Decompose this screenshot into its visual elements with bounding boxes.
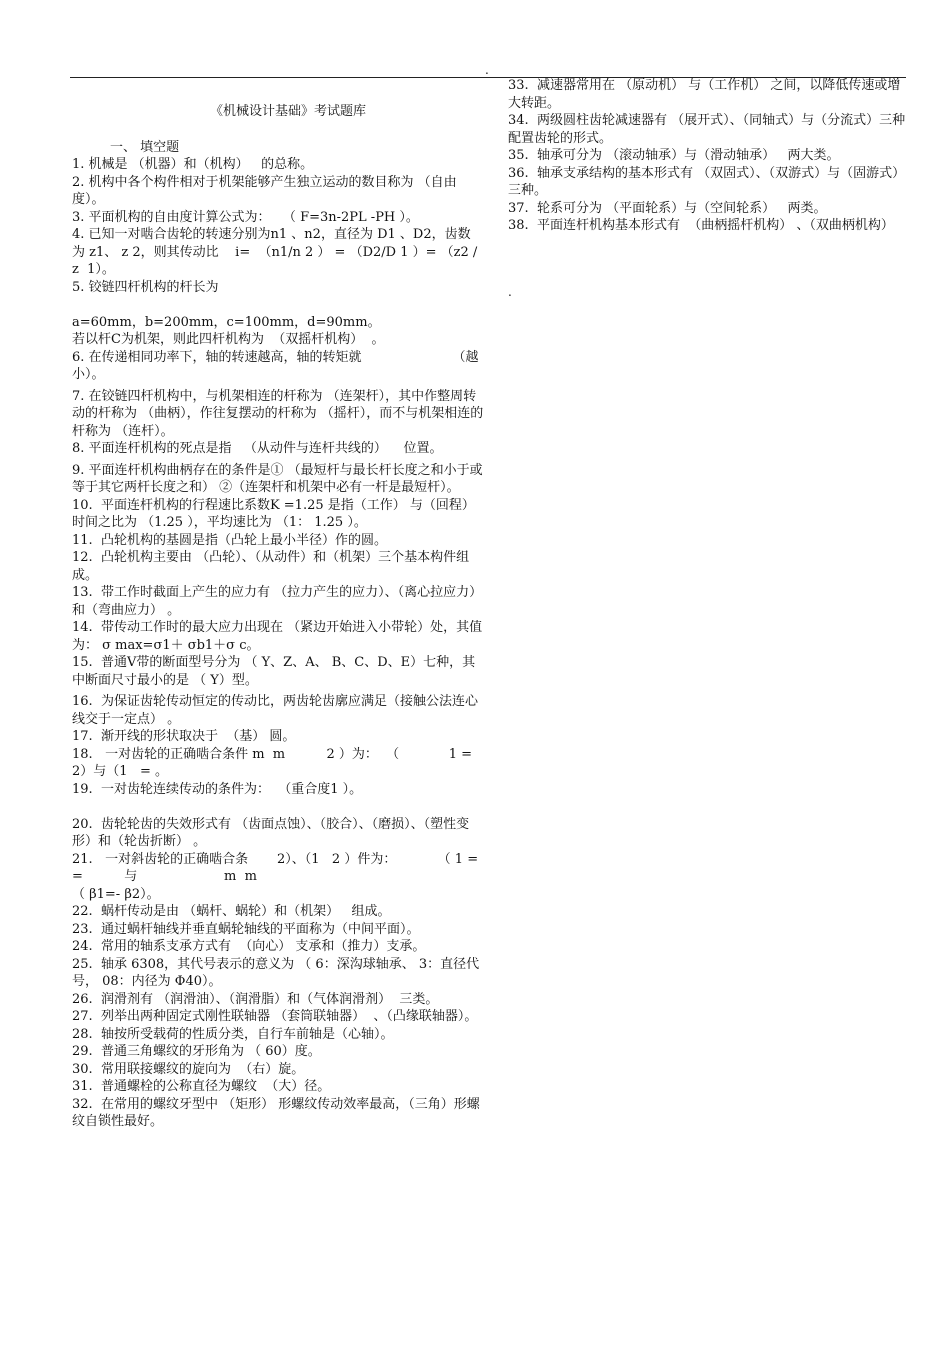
question-36: 36. 轴承支承结构的基本形式有 （双固式）、（双游式）与（固游式） 三种。 xyxy=(508,165,910,198)
question-13: 13. 带工作时截面上产生的应力有 （拉力产生的应力）、（离心拉应力）和（弯曲应力） 。 xyxy=(72,585,483,618)
page-title: 《机械设计基础》考试题库 xyxy=(209,104,366,119)
question-9: 9. 平面连杆机构曲柄存在的条件是① （最短杆与最长杆长度之和小于或等于其它两杆长度之和） ②（连架杆和机架中必有一杆是最短杆）。 xyxy=(72,462,483,495)
page-mark-top: . xyxy=(485,63,489,77)
question-34: 34. 两级圆柱齿轮减速器有 （展开式）、（同轴式）与（分流式）三种配置齿轮的形式。 xyxy=(508,113,906,146)
question-11: 11. 凸轮机构的基圆是指（凸轮上最小半径）作的圆。 xyxy=(72,532,387,548)
question-23: 23. 通过蜗杆轴线并垂直蜗轮轴线的平面称为（中间平面）。 xyxy=(72,921,420,937)
question-25: 25. 轴承 6308，其代号表示的意义为 （ 6：深沟球轴承、 3：直径代号， 08：内径为 Φ40）。 xyxy=(72,956,480,989)
question-30: 30. 常用联接螺纹的旋向为 （右）旋。 xyxy=(72,1061,305,1077)
question-24: 24. 常用的轴系支承方式有 （向心） 支承和（推力）支承。 xyxy=(72,939,426,954)
question-6: 6. 在传递相同功率下，轴的转速越高，轴的转矩就 （越小）。 xyxy=(72,349,479,382)
question-14: 14. 带传动工作时的最大应力出现在 （紧边开始进入小带轮）处，其值为： σ max=σ1＋ σb1＋σ c。 xyxy=(72,620,483,653)
left-column xyxy=(72,103,484,1131)
page-mark-right: . xyxy=(508,285,512,299)
question-15: 15. 普通V带的断面型号分为 （ Y、Z、A、 B、C、D、E）七种，其中断面尺寸最小的是 （ Y）型。 xyxy=(72,655,476,688)
question-2: 2. 机构中各个构件相对于机架能够产生独立运动的数目称为 （自由度）。 xyxy=(72,174,457,207)
question-5-cont: 若以杆C为机架，则此四杆机构为 （双摇杆机构） 。 xyxy=(72,332,385,347)
question-21: 21. 一对斜齿轮的正确啮合条 2）、（1 2 ）件为： （ 1 = = 与 m m xyxy=(72,851,483,884)
question-18: 18. 一对齿轮的正确啮合条件 m m 2 ）为： （ 1 = 2）与（1 = 。 xyxy=(72,746,477,779)
question-29: 29. 普通三角螺纹的牙形角为 （ 60）度。 xyxy=(72,1044,321,1059)
question-27: 27. 列举出两种固定式刚性联轴器 （套筒联轴器） 、（凸缘联轴器）。 xyxy=(72,1009,478,1024)
question-4-cont: 为 z1、 z 2，则其传动比 i= （n1/n 2 ） = （D2/D 1 ）= （z2 / z 1）。 xyxy=(72,244,482,277)
question-16: 16. 为保证齿轮传动恒定的传动比，两齿轮齿廓应满足（接触公法连心线交于一定点） 。 xyxy=(72,694,478,727)
question-37: 37. 轮系可分为 （平面轮系）与（空间轮系） 两类。 xyxy=(508,200,827,216)
question-5-values: a=60mm，b=200mm，c=100mm，d=90mm。 xyxy=(72,314,381,330)
question-3: 3. 平面机构的自由度计算公式为： （ F=3n-2PL -PH ）。 xyxy=(72,209,419,225)
question-38: 38. 平面连杆机构基本形式有 （曲柄摇杆机构） 、（双曲柄机构） xyxy=(508,218,894,233)
question-31: 31. 普通螺栓的公称直径为螺纹 （大）径。 xyxy=(72,1079,331,1094)
question-5: 5. 铰链四杆机构的杆长为 xyxy=(72,279,219,295)
question-7: 7. 在铰链四杆机构中，与机架相连的杆称为 （连架杆），其中作整周转动的杆称为 （曲柄），作往复摆动的杆称为 （摇杆），而不与机架相连的杆称为 （连杆）。 xyxy=(72,388,484,439)
question-1: 1. 机械是 （机器）和（机构） 的总称。 xyxy=(72,157,314,172)
question-33: 33. 减速器常用在 （原动机） 与（工作机） 之间，以降低传速或增大转距。 xyxy=(508,78,901,111)
right-column xyxy=(508,77,910,235)
question-20: 20. 齿轮轮齿的失效形式有 （齿面点蚀）、（胶合）、（磨损）、（塑性变形）和（轮齿折断） 。 xyxy=(72,816,470,849)
question-12: 12. 凸轮机构主要由 （凸轮）、（从动件）和（机架）三个基本构件组成。 xyxy=(72,550,470,583)
question-4: 4. 已知一对啮合齿轮的转速分别为n1 、n2，直径为 D1 、D2，齿数 xyxy=(72,227,471,242)
section-heading: 一、 填空题 xyxy=(110,139,180,155)
question-35: 35. 轴承可分为 （滚动轴承）与（滑动轴承） 两大类。 xyxy=(508,148,840,163)
question-17: 17. 渐开线的形状取决于 （基） 圆。 xyxy=(72,729,296,744)
question-26: 26. 润滑剂有 （润滑油）、（润滑脂）和（气体润滑剂） 三类。 xyxy=(72,991,439,1007)
question-10: 10. 平面连杆机构的行程速比系数K =1.25 是指（工作） 与（回程）时间之比为 （1.25 ），平均速比为 （1： 1.25 ）。 xyxy=(72,497,475,530)
question-28: 28. 轴按所受载荷的性质分类，自行车前轴是（心轴）。 xyxy=(72,1026,394,1042)
question-21-cont: （ β1=- β2）。 xyxy=(72,886,160,902)
question-19: 19. 一对齿轮连续传动的条件为： （重合度1 ）。 xyxy=(72,781,363,797)
question-22: 22. 蜗杆传动是由 （蜗杆、蜗轮）和（机架） 组成。 xyxy=(72,904,391,919)
question-8: 8. 平面连杆机构的死点是指 （从动件与连杆共线的） 位置。 xyxy=(72,441,443,456)
question-32: 32. 在常用的螺纹牙型中 （矩形） 形螺纹传动效率最高，（三角）形螺纹自锁性最好。 xyxy=(72,1096,480,1129)
